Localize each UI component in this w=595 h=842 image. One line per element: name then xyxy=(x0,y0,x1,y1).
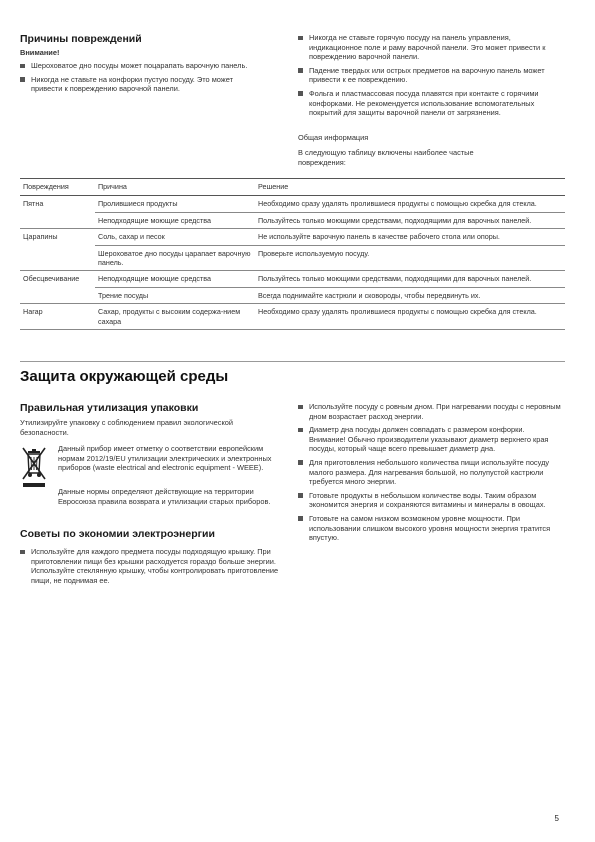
bullet-square-icon xyxy=(298,68,303,73)
list-item: Никогда не ставьте горячую посуду на панель управления, индикационное поле и раму варочной панели. Это может привести к повреждению варочной панели. xyxy=(298,33,563,62)
cause-cell: Неподходящие моющие средства xyxy=(95,271,255,287)
packaging-heading: Правильная утилизация упаковки xyxy=(20,402,199,414)
packaging-text: Утилизируйте упаковку с соблюдением правил экологической безопасности. xyxy=(20,418,234,437)
list-item: Для приготовления небольшого количества пищи используйте посуду малого размера. Для нагревания большой, но полупустой кастрюли требуется много энергии. xyxy=(298,458,563,487)
general-info-text: В следующую таблицу включены наиболее частые повреждения: xyxy=(298,148,474,167)
solution-cell: Пользуйтесь только моющими средствами, подходящими для варочных панелей. xyxy=(255,212,565,228)
cause-cell: Сахар, продукты с высоким содержа-нием сахара xyxy=(95,304,255,330)
damage-cell: Обесцвечивание xyxy=(23,274,80,284)
table-row xyxy=(20,271,565,287)
environment-title: Защита окружающей среды xyxy=(20,368,229,385)
table-row xyxy=(20,287,565,303)
weee-text: Данный прибор имеет отметку о соответствии европейским нормам 2012/19/EU утилизации электрических и электронных приборов (waste electrical and electronic equipment - WEEE). xyxy=(58,444,272,473)
cause-cell: Соль, сахар и песок xyxy=(95,229,255,245)
list-item: Используйте для каждого предмета посуды подходящую крышку. При приготовлении пищи без крышки расходуется гораздо больше энергии. Используйте стеклянную крышку, чтобы контролировать приготовление пищи, не поднимая ее. xyxy=(20,547,282,585)
damage-cell xyxy=(20,287,95,303)
damage-cell: Царапины xyxy=(23,232,58,242)
page-number: 5 xyxy=(554,814,559,823)
solution-cell: Всегда поднимайте кастрюли и сковороды, чтобы передвинуть их. xyxy=(255,287,565,303)
bullet-square-icon xyxy=(298,428,303,433)
table-header-row xyxy=(20,179,565,196)
damage-cell: Нагар xyxy=(20,304,95,330)
bullet-square-icon xyxy=(298,460,303,465)
table-row xyxy=(20,229,565,245)
cause-cell: Неподходящие моющие средства xyxy=(95,212,255,228)
list-item: Диаметр дна посуды должен совпадать с размером конфорки. Внимание! Обычно производители указывают диаметр верхнего края посуды, который чаще всего превышает диаметр дна. xyxy=(298,425,563,454)
table-row xyxy=(20,196,565,212)
bullet-square-icon xyxy=(298,516,303,521)
bullet-square-icon xyxy=(20,77,25,82)
list-item: Фольга и пластмассовая посуда плавятся при контакте с горячими конфорками. Не рекомендуется использование вспомогательных покрытий для защиты варочной панели от загрязнения. xyxy=(298,89,563,118)
table-row xyxy=(20,245,565,271)
cause-cell: Шероховатое дно посуды царапает варочную панель. xyxy=(95,245,255,271)
solution-cell: Пользуйтесь только моющими средствами, подходящими для варочных панелей. xyxy=(255,271,565,287)
repair-table xyxy=(20,178,565,330)
cause-cell: Трение посуды xyxy=(95,287,255,303)
column-header-solution: Решение xyxy=(255,179,565,196)
column-header-cause: Причина xyxy=(95,179,255,196)
damage-cell xyxy=(20,245,95,271)
damage-cell: Пятна xyxy=(23,199,44,209)
solution-cell: Необходимо сразу удалять пролившиеся продукты с помощью скребка для стекла. xyxy=(255,304,565,330)
bullet-square-icon xyxy=(298,36,303,41)
general-info-heading: Общая информация xyxy=(298,133,369,142)
bullet-square-icon xyxy=(298,91,303,96)
warning-label: Внимание! xyxy=(20,48,60,57)
bullet-square-icon xyxy=(20,550,25,555)
table-row xyxy=(20,304,565,330)
column-header-damage: Повреждения xyxy=(20,179,95,196)
energy-saving-right-list xyxy=(298,402,563,547)
list-item: Шероховатое дно посуды может поцарапать варочную панель. xyxy=(20,61,265,71)
list-item: Никогда не ставьте на конфорки пустую посуду. Это может привести к повреждению варочной панели. xyxy=(20,75,265,94)
section-divider xyxy=(20,361,565,362)
damage-cell xyxy=(20,212,95,228)
damage-causes-right-list xyxy=(298,33,563,122)
weee-rules-text: Данные нормы определяют действующие на территории Евросоюза правила возврата и утилизации старых приборов. xyxy=(58,487,271,506)
bullet-square-icon xyxy=(298,493,303,498)
bullet-square-icon xyxy=(20,64,25,69)
list-item: Готовьте на самом низком возможном уровне мощности. При использовании слишком высокого уровня мощности энергия тратится впустую. xyxy=(298,514,563,543)
table-row xyxy=(20,212,565,228)
list-item: Падение твердых или острых предметов на варочную панель может привести к ее повреждению. xyxy=(298,66,563,85)
damage-causes-heading: Причины повреждений xyxy=(20,33,142,45)
cause-cell: Пролившиеся продукты xyxy=(95,196,255,212)
energy-saving-heading: Советы по экономии электроэнергии xyxy=(20,528,215,540)
energy-saving-left-list xyxy=(20,547,282,589)
list-item: Используйте посуду с ровным дном. При нагревании посуды с неровным дном возрастает расход энергии. xyxy=(298,402,563,421)
solution-cell: Не используйте варочную панель в качестве рабочего стола или опоры. xyxy=(255,229,565,245)
solution-cell: Необходимо сразу удалять пролившиеся продукты с помощью скребка для стекла. xyxy=(255,196,565,212)
list-item: Готовьте продукты в небольшом количестве воды. Таким образом экономится энергия и сохраняются витамины и минералы в овощах. xyxy=(298,491,563,510)
solution-cell: Проверьте используемую посуду. xyxy=(255,245,565,271)
crossed-out-wheelie-bin-icon xyxy=(20,445,48,489)
damage-causes-left-list xyxy=(20,61,265,98)
bullet-square-icon xyxy=(298,405,303,410)
